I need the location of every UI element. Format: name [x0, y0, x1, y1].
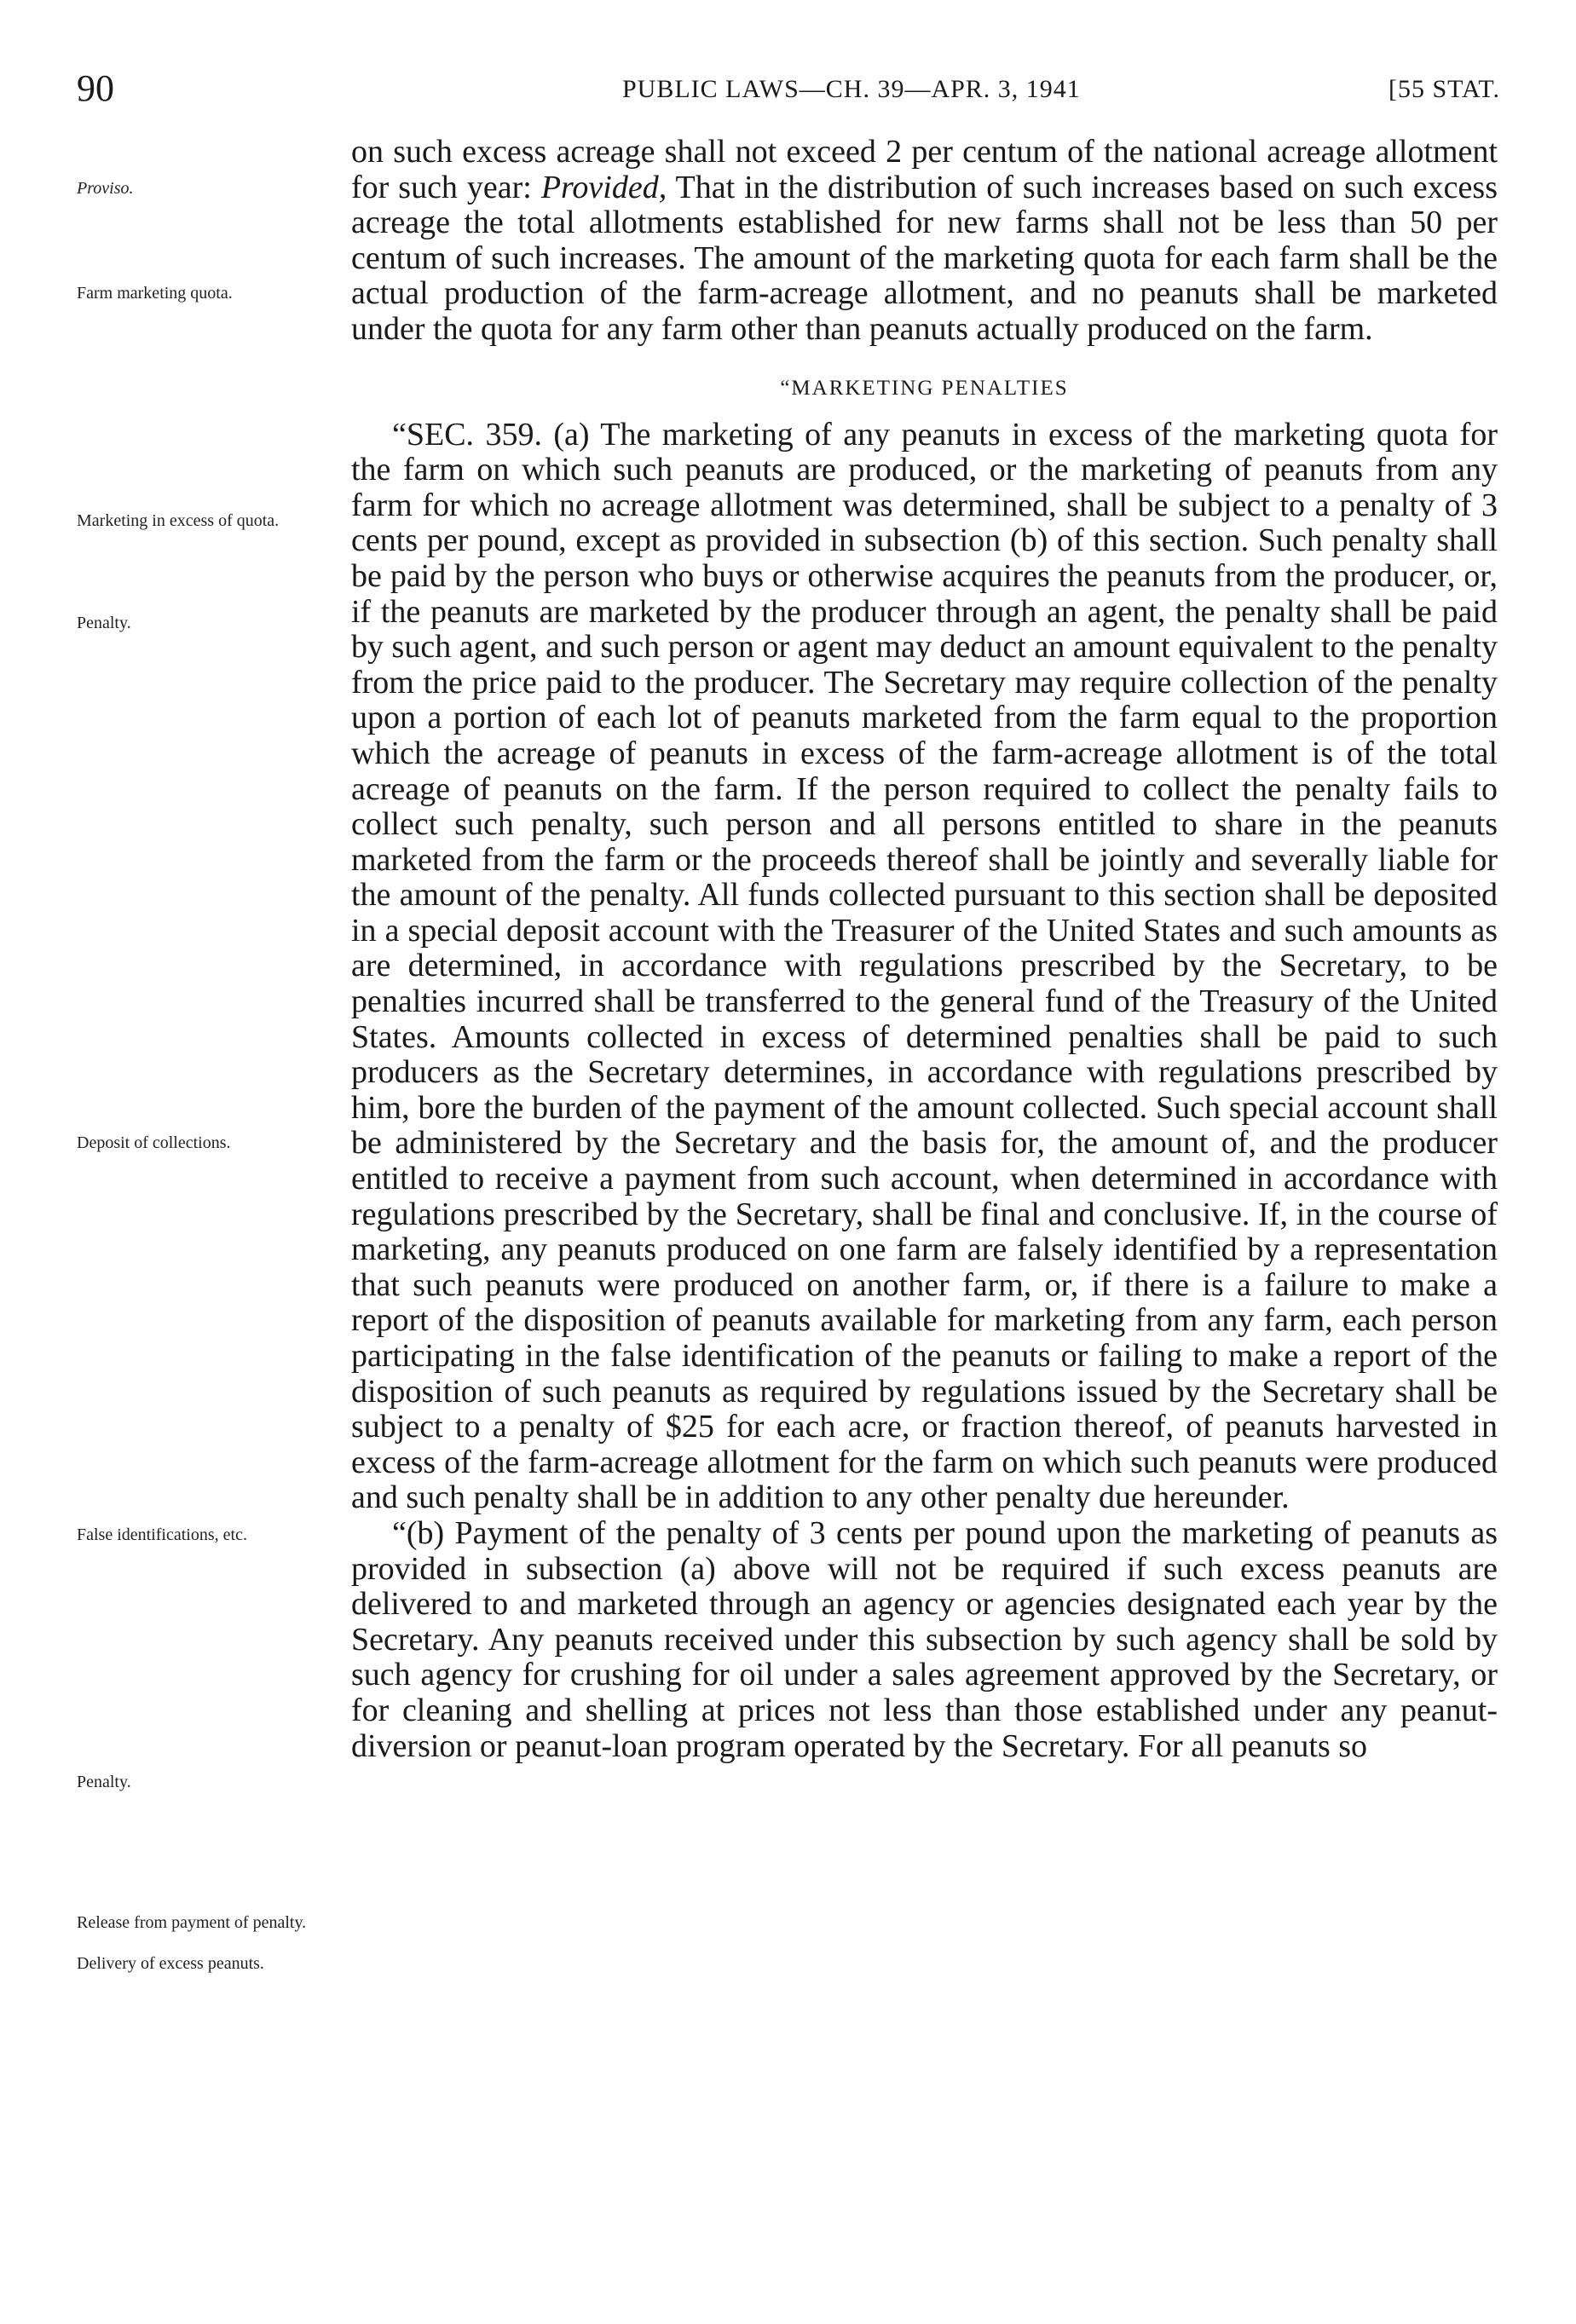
- margin-note-release-from-payment: Release from payment of penalty.: [77, 1913, 307, 1932]
- margin-note-deposit-of-collections: Deposit of collections.: [77, 1133, 231, 1152]
- margin-note-delivery-of-excess: Delivery of excess peanuts.: [77, 1954, 264, 1973]
- section-359-a: “SEC. 359. (a) The marketing of any peanuts in excess of the marketing quota for the farm on which such peanuts are produced, or the marketing of peanuts from any farm for which no acreage allotment was determined, shall be subject to a penalty of 3 cents per pound, except as provided in subsection (b) of this section. Such penalty shall be paid by the person who buys or otherwise acquires the peanuts from the producer, or, if the peanuts are marketed by the producer through an agent, the penalty shall be paid by such agent, and such person or agent may deduct an amount equivalent to the penalty from the price paid to the producer. The Secretary may require collection of the penalty upon a portion of each lot of peanuts marketed from the farm equal to the proportion which the acreage of peanuts in excess of the farm-acreage allotment is of the total acreage of peanuts on the farm. If the person required to collect the penalty fails to collect such penalty, such person and all persons entitled to share in the peanuts marketed from the farm or the proceeds thereof shall be jointly and severally liable for the amount of the penalty. All funds collected pursuant to this section shall be deposited in a special deposit account with the Treasurer of the United States and such amounts as are determined, in accordance with regulations prescribed by the Secretary, to be penalties incurred shall be transferred to the general fund of the Treasury of the United States. Amounts collected in excess of determined penalties shall be paid to such producers as the Secretary determines, in accordance with regulations prescribed by him, bore the burden of the payment of the amount collected. Such special account shall be administered by the Secretary and the basis for, the amount of, and the producer entitled to receive a payment from such account, when determined in accordance with regulations prescribed by the Secretary, shall be final and conclusive. If, in the course of marketing, any peanuts produced on one farm are falsely identified by a representation that such peanuts were produced on another farm, or, if there is a failure to make a report of the disposition of peanuts available for marketing from any farm, each person participating in the false identification of the peanuts or failing to make a report of the disposition of such peanuts as required by regulations issued by the Secretary shall be subject to a penalty of $25 for each acre, or fraction thereof, of peanuts harvested in excess of the farm-acreage allotment for the farm on which such peanuts were produced and such penalty shall be in addition to any other penalty due hereunder.: [351, 416, 1498, 1516]
- paragraph-continuation: [351, 135, 1498, 348]
- margin-note-false-identifications: False identifications, etc.: [77, 1525, 247, 1544]
- proviso-word: Provided,: [540, 169, 667, 205]
- margin-notes: [77, 0, 332, 2324]
- section-heading: “MARKETING PENALTIES: [780, 376, 1069, 400]
- paragraph-continuation-part1: on such excess acreage shall not exceed 2 per centum of the national acreage allotment for such year:: [351, 134, 1498, 205]
- margin-note-penalty-2: Penalty.: [77, 1773, 131, 1791]
- section-359-b: “(b) Payment of the penalty of 3 cents per pound upon the marketing of peanuts as provided in subsection (a) above will not be required if such excess peanuts are delivered to and marketed through an agency or agencies designated each year by the Secretary. Any peanuts received under this subsection by such agency shall be sold by such agency for crushing for oil under a sales agreement approved by the Secretary, or for cleaning and shelling at prices not less than those established under any peanut-diversion or peanut-loan program operated by the Secretary. For all peanuts so: [351, 1514, 1498, 1764]
- margin-note-penalty: Penalty.: [77, 614, 131, 632]
- margin-note-proviso: Proviso.: [77, 179, 134, 198]
- margin-note-farm-marketing-quota: Farm marketing quota.: [77, 284, 233, 303]
- paragraph-continuation-part2: That in the distribution of such increases based on such excess acreage the total allotments established for new farms shall not be less than 50 per centum of such increases. The amount of the marketing quota for each farm shall be the actual production of the farm-acreage allotment, and no peanuts shall be marketed under the quota for any farm other than peanuts actually produced on the farm.: [351, 169, 1498, 347]
- margin-note-marketing-in-excess: Marketing in excess of quota.: [77, 511, 280, 530]
- page-number: 90: [77, 67, 114, 109]
- volume-reference: [55 STAT.: [1388, 75, 1500, 103]
- body-text: [351, 135, 1498, 1764]
- running-title: PUBLIC LAWS—CH. 39—APR. 3, 1941: [622, 75, 1081, 103]
